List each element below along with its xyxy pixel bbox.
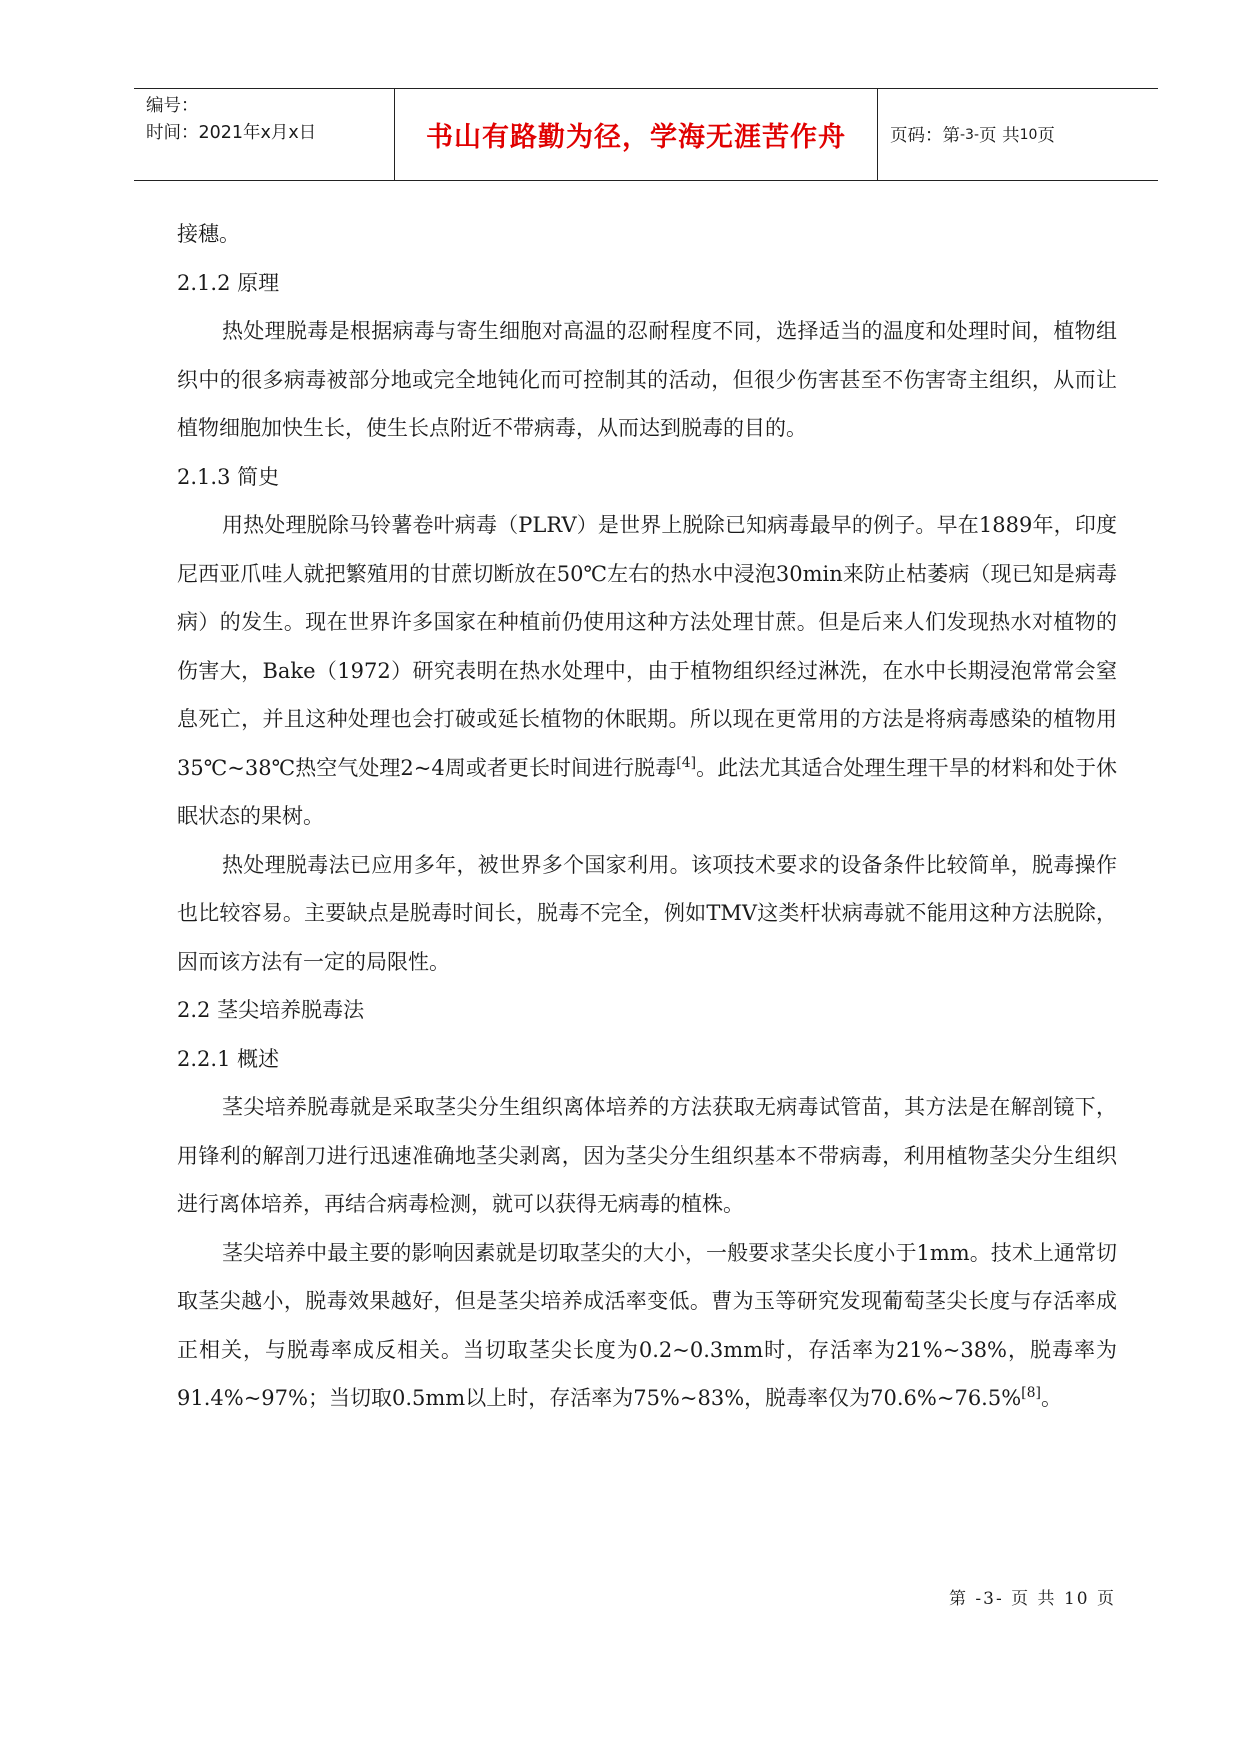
number-label: 编号： [146, 96, 199, 116]
page-current: -3- [960, 126, 980, 143]
time-text: 时间：2021年x月x日 [146, 123, 317, 143]
header-page-number [878, 89, 1158, 180]
factor-text-b: 。 [1041, 1386, 1063, 1410]
paragraph-history [177, 501, 1117, 841]
citation-8[interactable]: [8] [1021, 1385, 1042, 1401]
document-body [177, 210, 1117, 1423]
page-mid: 页 共 [979, 126, 1020, 146]
citation-4[interactable]: [4] [676, 754, 697, 771]
paragraph-principle: 热处理脱毒是根据病毒与寄生细胞对高温的忍耐程度不同，选择适当的温度和处理时间，植物组织中的很多病毒被部分地或完全地钝化而可控制其的活动，但很少伤害甚至不伤害寄主组织，从而让植物细胞加快生长，使生长点附近不带病毒，从而达到脱毒的目的。 [177, 319, 1117, 440]
header-meta [134, 89, 395, 180]
page-total: 10 [1019, 126, 1038, 143]
history-text-b: 。此法尤其适合处理生理干旱的材料和处于休眠状态的果树。 [177, 755, 1118, 828]
factor-text-a: 茎尖培养中最主要的影响因素就是切取茎尖的大小，一般要求茎尖长度小于1mm。技术上通常切取茎尖越小，脱毒效果越好，但是茎尖培养成活率变低。曹为玉等研究发现葡萄茎尖长度与存活率成正相关，与脱毒率成反相关。当切取茎尖长度为0.2~0.3mm时，存活率为21%~38%，脱毒率为91.4%~97%；当切取0.5mm以上时，存活率为75%~83%，脱毒率仅为70.6%~76.5% [177, 1240, 1117, 1410]
history-text-a: 用热处理脱除马铃薯卷叶病毒（PLRV）是世界上脱除已知病毒最早的例子。早在1889年，印度尼西亚爪哇人就把繁殖用的甘蔗切断放在50℃左右的热水中浸泡30min来防止枯萎病（现已知是病毒病）的发生。现在世界许多国家在种植前仍使用这种方法处理甘蔗。但是后来人们发现热水对植物的伤害大，Bake（1972）研究表明在热水处理中，由于植物组织经过淋洗，在水中长期浸泡常常会窒息死亡，并且这种处理也会打破或延长植物的休眠期。所以现在更常用的方法是将病毒感染的植物用35℃~38℃热空气处理2~4周或者更长时间进行脱毒 [177, 513, 1117, 780]
slogan: 书山有路勤为径，学海无涯苦作舟 [395, 89, 878, 180]
page-header [134, 88, 1158, 181]
heading-2-1-2: 2.1.2 原理 [177, 270, 280, 295]
paragraph-intro: 接穗。 [177, 222, 240, 246]
page-footer: 第 -3- 页 共 10 页 [949, 1589, 1116, 1609]
paragraph-summary: 热处理脱毒法已应用多年，被世界多个国家利用。该项技术要求的设备条件比较简单，脱毒操作也比较容易。主要缺点是脱毒时间长，脱毒不完全，例如TMV这类杆状病毒就不能用这种方法脱除，因而该方法有一定的局限性。 [177, 852, 1117, 974]
paragraph-factor [177, 1229, 1117, 1423]
heading-2-1-3: 2.1.3 简史 [177, 464, 280, 489]
page-suffix: 页 [1037, 126, 1055, 146]
paragraph-overview: 茎尖培养脱毒就是采取茎尖分生组织离体培养的方法获取无病毒试管苗，其方法是在解剖镜下，用锋利的解剖刀进行迅速准确地茎尖剥离，因为茎尖分生组织基本不带病毒，利用植物茎尖分生组织进行离体培养，再结合病毒检测，就可以获得无病毒的植株。 [177, 1095, 1117, 1216]
page-prefix: 页码：第 [890, 126, 960, 146]
heading-2-2: 2.2 茎尖培养脱毒法 [177, 998, 365, 1022]
heading-2-2-1: 2.2.1 概述 [177, 1046, 280, 1071]
